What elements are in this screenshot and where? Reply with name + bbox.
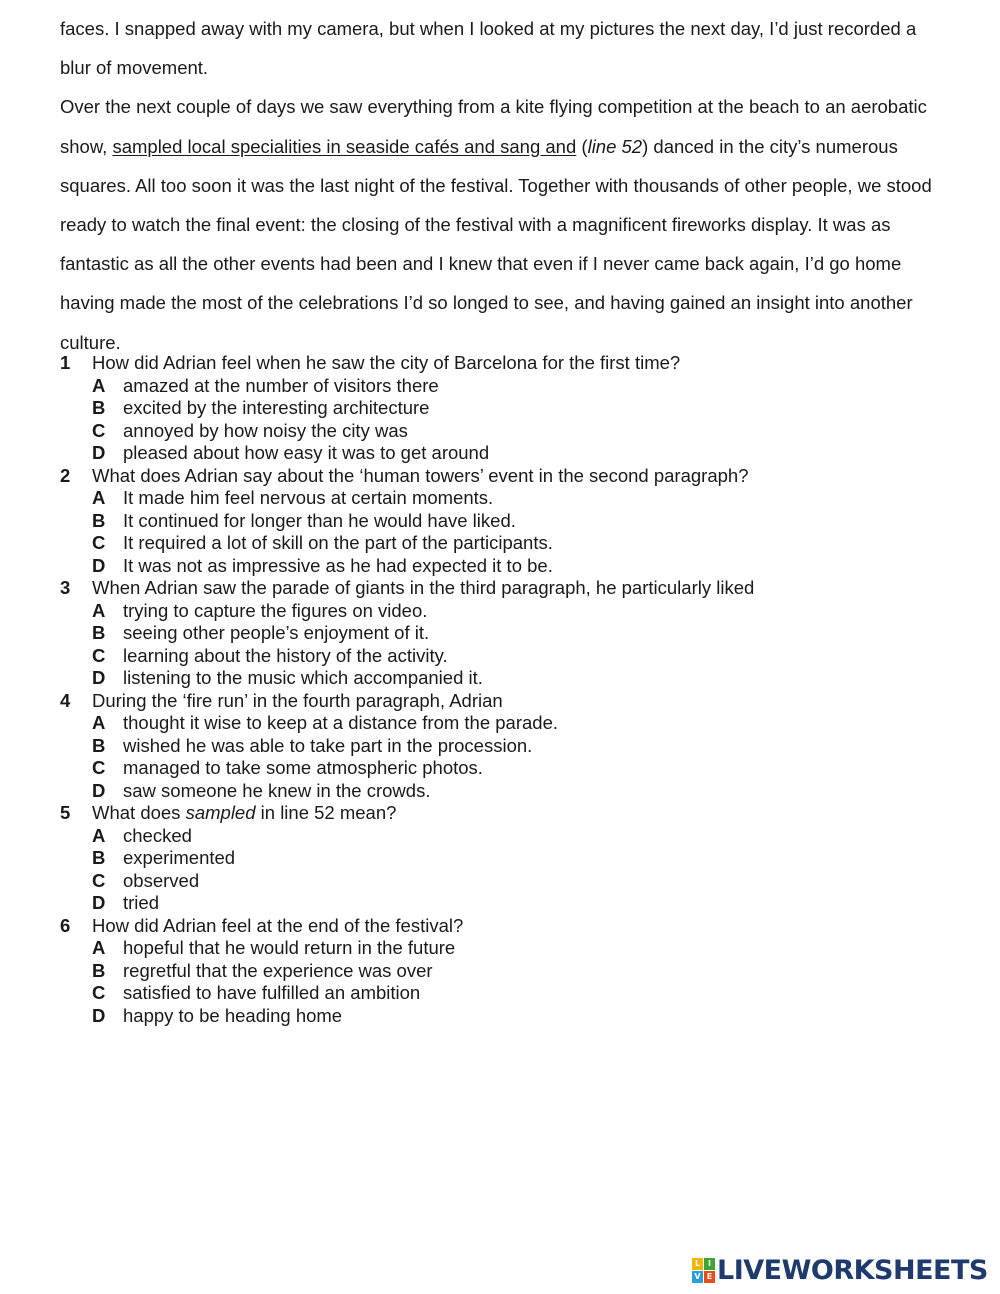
question-text: What does Adrian say about the ‘human towers’ event in the second paragraph? [92,464,749,486]
option-text: hopeful that he would return in the future [123,937,456,958]
option-text: satisfied to have fulfilled an ambition [123,982,421,1003]
option-letter: D [92,779,106,801]
answer-option[interactable] [60,532,960,555]
option-text: annoyed by how noisy the city was [123,419,408,441]
option-text: managed to take some atmospheric photos. [123,757,483,778]
question-text-before: What does [92,802,186,823]
answer-option[interactable] [60,375,960,398]
liveworksheets-logo[interactable] [692,1255,988,1285]
answer-option[interactable] [60,667,960,690]
answer-option[interactable] [60,735,960,758]
question-text-italic: sampled [185,802,256,823]
option-letter: C [92,644,106,666]
logo-mark-icon [692,1258,715,1283]
answer-option[interactable] [60,960,960,983]
option-letter: A [92,937,106,958]
question-1 [60,352,960,465]
answer-option[interactable] [60,825,960,848]
answer-option[interactable] [60,487,960,510]
option-text: It was not as impressive as he had expected it to be. [123,554,553,576]
question-list [60,352,960,1027]
option-text: happy to be heading home [123,1004,343,1026]
option-text: amazed at the number of visitors there [123,374,439,396]
question-text: How did Adrian feel at the end of the festival? [92,914,464,936]
question-3 [60,577,960,690]
passage-line-reference: line 52 [587,135,643,157]
option-text: trying to capture the figures on video. [123,599,428,621]
answer-option[interactable] [60,420,960,443]
option-text: thought it wise to keep at a distance from the parade. [123,712,559,733]
answer-option[interactable] [60,442,960,465]
option-letter: B [92,734,106,756]
logo-mark-cell: E [704,1271,715,1283]
answer-option[interactable] [60,622,960,645]
question-text-after: in line 52 mean? [255,802,397,823]
answer-option[interactable] [60,892,960,915]
answer-option[interactable] [60,1005,960,1028]
answer-option[interactable] [60,937,960,960]
answer-option[interactable] [60,847,960,870]
question-number: 3 [60,577,71,598]
option-letter: B [92,847,106,868]
question-6 [60,915,960,1028]
answer-option[interactable] [60,780,960,803]
option-letter: D [92,892,106,913]
passage-paren-open: ( [576,135,588,157]
logo-text: LIVEWORKSHEETS [717,1254,988,1286]
question-number: 6 [60,914,71,936]
passage-paren-close: ) [642,135,649,157]
answer-option[interactable] [60,600,960,623]
passage-paragraph-2 [60,87,940,361]
option-text: It required a lot of skill on the part of the participants. [123,532,553,553]
answer-option[interactable] [60,870,960,893]
option-letter: D [92,1004,106,1026]
option-letter: A [92,374,106,396]
logo-mark-cell: V [692,1271,703,1283]
option-text: excited by the interesting architecture [123,397,430,418]
option-text: wished he was able to take part in the procession. [123,734,533,756]
question-5 [60,802,960,915]
option-letter: A [92,824,106,846]
option-text: checked [123,824,192,846]
option-letter: A [92,487,106,508]
passage-paragraph-1: faces. I snapped away with my camera, but when I looked at my pictures the next day, I’d just recorded a blur of movement. [60,18,917,79]
option-text: seeing other people’s enjoyment of it. [123,622,430,643]
option-letter: A [92,599,106,621]
option-letter: D [92,554,106,576]
option-text: listening to the music which accompanied it. [123,667,483,688]
option-text: saw someone he knew in the crowds. [123,779,431,801]
answer-option[interactable] [60,757,960,780]
option-letter: B [92,959,106,981]
question-text [92,802,396,825]
option-letter: C [92,757,106,778]
option-text: learning about the history of the activity. [123,644,448,666]
option-letter: C [92,532,106,553]
option-letter: A [92,712,106,733]
question-number: 1 [60,352,71,373]
question-number: 4 [60,689,71,711]
option-text: observed [123,869,200,891]
logo-mark-cell: I [704,1258,715,1270]
passage-p2-start: Over the next couple of days we saw everything from a kite flying competition at the beach to an aerobatic show, [60,96,927,157]
option-letter: B [92,622,106,643]
option-letter: C [92,869,106,891]
question-2 [60,465,960,578]
question-number: 5 [60,802,71,823]
answer-option[interactable] [60,555,960,578]
option-text: experimented [123,847,236,868]
option-text: It continued for longer than he would have liked. [123,509,516,531]
question-4 [60,690,960,803]
answer-option[interactable] [60,645,960,668]
answer-option[interactable] [60,712,960,735]
question-text: During the ‘fire run’ in the fourth paragraph, Adrian [92,689,503,711]
question-text: When Adrian saw the parade of giants in the third paragraph, he particularly liked [92,577,755,598]
option-letter: C [92,982,106,1003]
question-number: 2 [60,464,71,486]
option-text: pleased about how easy it was to get around [123,442,490,463]
answer-option[interactable] [60,982,960,1005]
option-letter: B [92,509,106,531]
option-letter: B [92,397,106,418]
passage-underlined-phrase: sampled local specialities in seaside cafés and sang and [112,135,577,157]
passage-p2-end: danced in the city’s numerous squares. All too soon it was the last night of the festival. Together with thousands of other people, we stood ready to watch the final event: the closing of the festival with a magnificent fireworks display. It was as fantastic as all the other events had been and I knew that even if I never came back again, I’d go home having made the most of the celebrations I’d so longed to see, and having gained an insight into another culture. [60,135,932,353]
option-text: tried [123,892,159,913]
option-letter: D [92,667,106,688]
logo-mark-cell: L [692,1258,703,1270]
reading-passage [60,9,940,362]
question-text: How did Adrian feel when he saw the city of Barcelona for the first time? [92,352,681,373]
answer-option[interactable] [60,510,960,533]
answer-option[interactable] [60,397,960,420]
option-text: regretful that the experience was over [123,959,433,981]
option-letter: D [92,442,106,463]
option-text: It made him feel nervous at certain moments. [123,487,494,508]
option-letter: C [92,419,106,441]
